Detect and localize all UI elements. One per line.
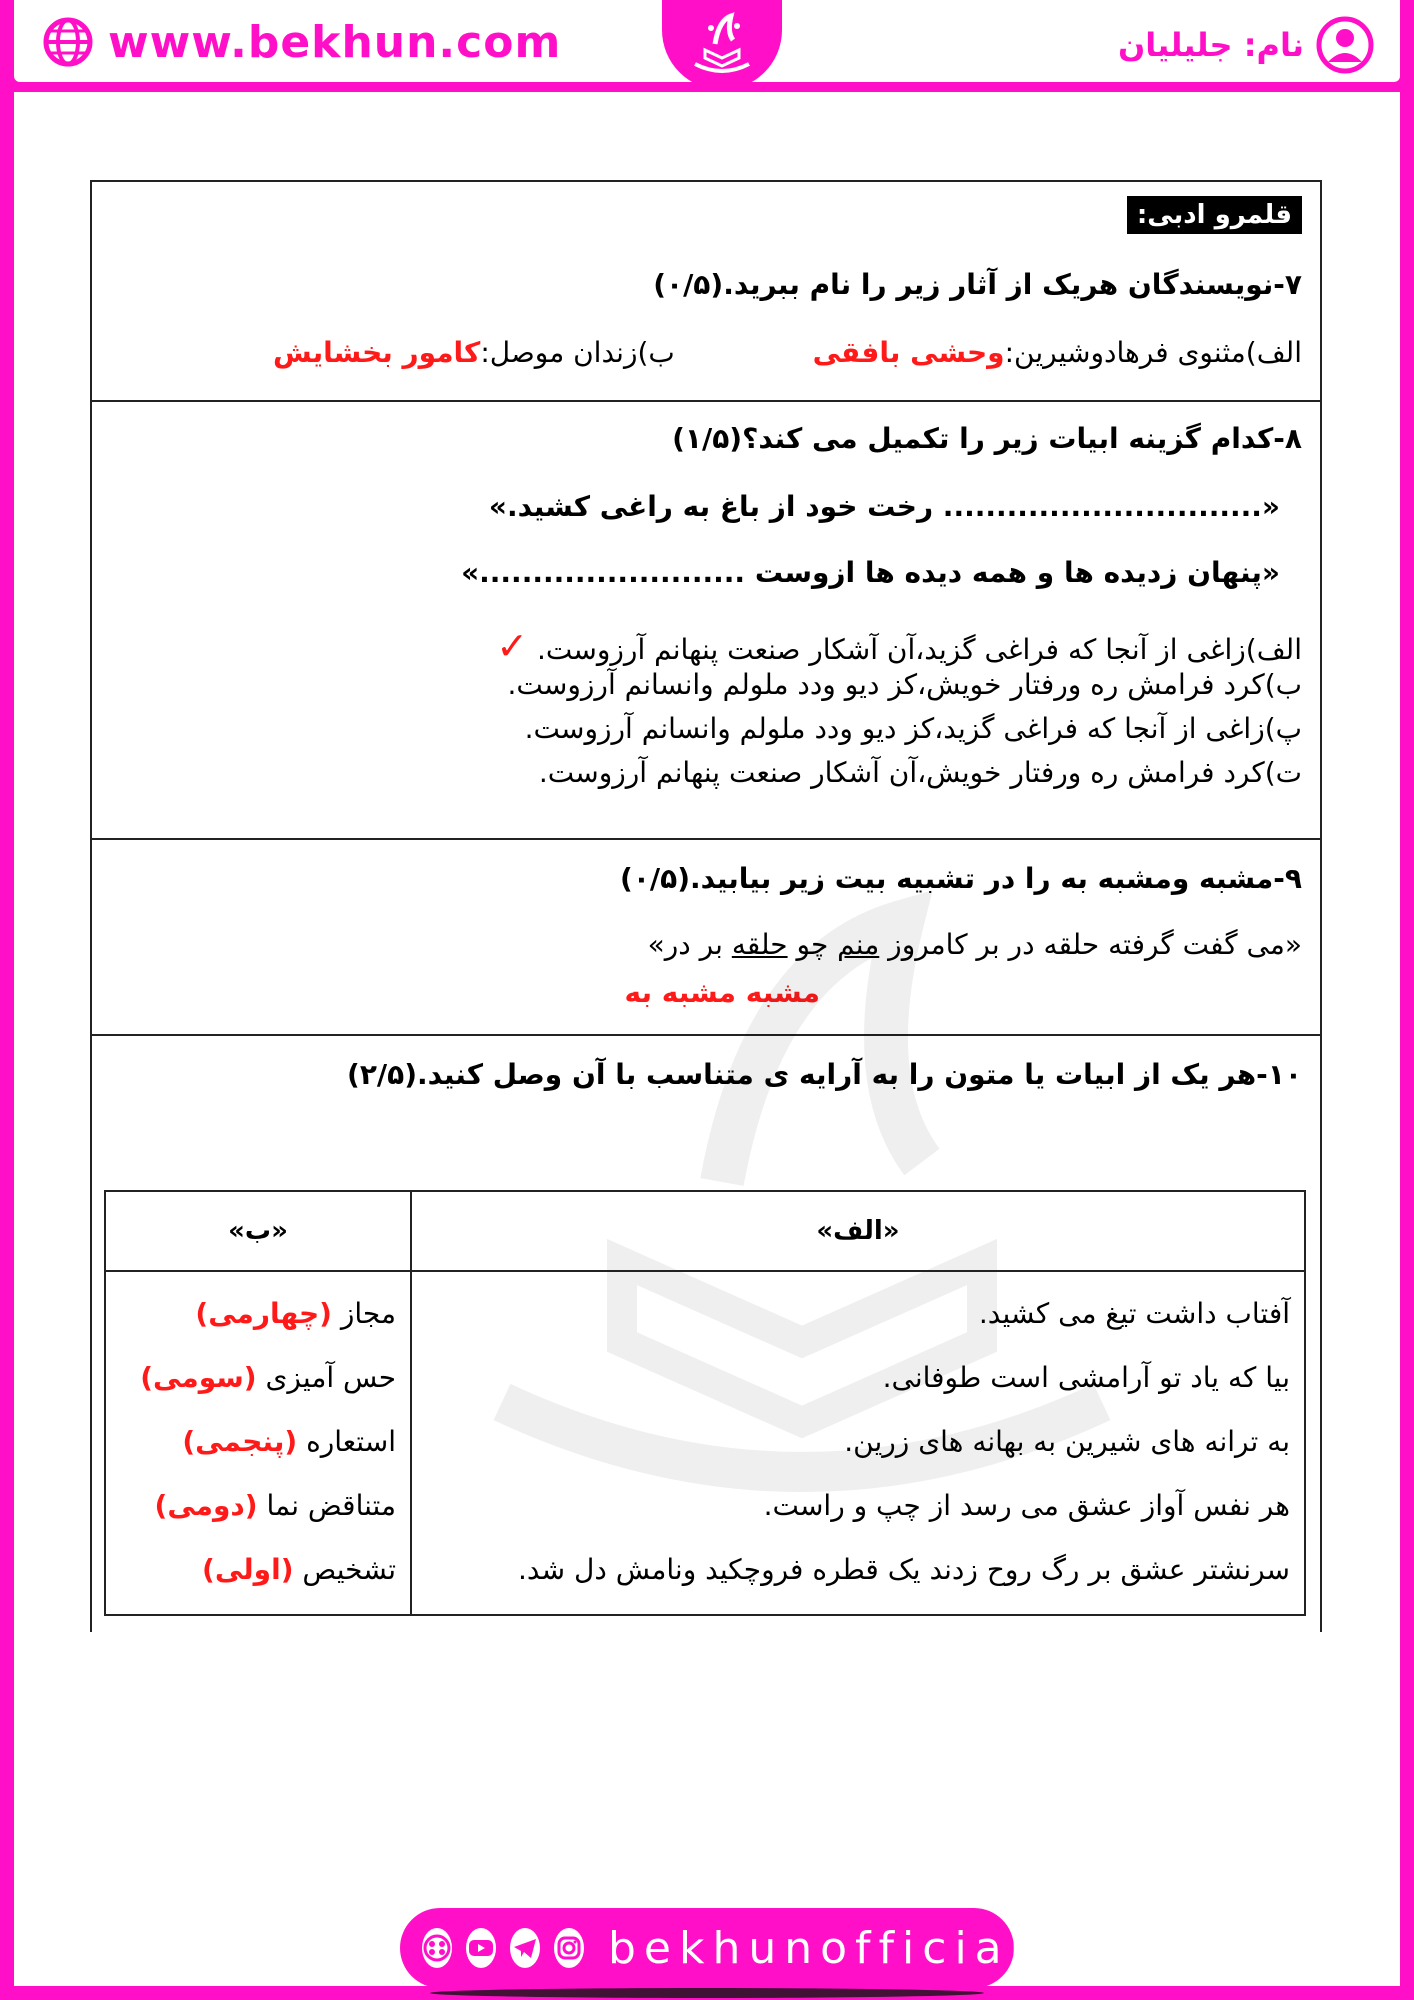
question-9-title: ۹-مشبه ومشبه به را در تشبیه بیت زیر بیابید.(۰/۵) — [620, 862, 1302, 895]
q8-option-d: ت)کرد فرامش ره ورفتار خویش،آن آشکار صنعت پنهانم آرزوست. — [538, 756, 1302, 789]
question-8-title: ۸-کدام گزینه ابیات زیر را تکمیل می کند؟(۱/۵) — [672, 422, 1302, 455]
name-label: نام: جلیلیان — [1117, 26, 1304, 64]
q8-verse-2: «پنهان زدیده ها و همه دیده ها ازوست .........................» — [461, 556, 1280, 589]
question-7-answers — [273, 336, 1302, 369]
q7-b-answer: کامور بخشایش — [272, 336, 481, 369]
column-a-item: هر نفس آواز عشق می رسد از چپ و راست. — [763, 1489, 1290, 1522]
site-url[interactable]: www.bekhun.com — [108, 16, 562, 68]
column-a-item: سرنشتر عشق بر رگ روح زدند یک قطره فروچکید ونامش دل شد. — [518, 1553, 1290, 1586]
question-7-section — [92, 182, 1320, 402]
site-link[interactable] — [42, 16, 561, 68]
device-answer: (پنجمی) — [182, 1425, 298, 1458]
footer-shadow — [430, 1988, 984, 1998]
bekhun-logo-icon — [675, 6, 769, 86]
device-term: مجاز — [340, 1297, 396, 1330]
column-a-header: «الف» — [411, 1191, 1305, 1271]
q9-verse-underlined-1: منم — [837, 928, 880, 961]
device-answer: (اولی) — [202, 1553, 294, 1586]
q8-verse-1: «.............................. رخت خود از باغ به راغی کشید.» — [488, 490, 1280, 523]
column-a-item: به ترانه های شیرین به بهانه های زرین. — [844, 1425, 1290, 1458]
section-title: قلمرو ادبی: — [1127, 196, 1302, 234]
globe-icon — [42, 16, 94, 68]
device-answer: (دومی) — [154, 1489, 258, 1522]
column-b-item — [120, 1538, 396, 1602]
column-a-item: آفتاب داشت تیغ می کشید. — [978, 1297, 1290, 1330]
device-term: حس آمیزی — [265, 1361, 396, 1394]
student-name — [1118, 16, 1374, 74]
column-b-header: «ب» — [105, 1191, 411, 1271]
youtube-icon[interactable] — [466, 1928, 496, 1968]
q8-option-b: ب)کرد فرامش ره ورفتار خویش،کز دیو ودد ملولم وانسانم آرزوست. — [507, 668, 1302, 701]
question-8-section — [92, 402, 1320, 840]
instagram-icon[interactable] — [554, 1928, 584, 1968]
q7-b-prefix: ب)زندان موصل: — [480, 336, 675, 369]
device-term: متناقض نما — [266, 1489, 396, 1522]
device-answer: (چهارمی) — [195, 1297, 332, 1330]
question-10-title: ۱۰-هر یک از ابیات یا متون را به آرایه ی متناسب با آن وصل کنید.(۲/۵) — [347, 1058, 1302, 1091]
exam-sheet — [90, 180, 1322, 1632]
checkmark-icon: ✓ — [496, 624, 529, 668]
column-a-item: بیا که یاد تو آرامشی است طوفانی. — [882, 1361, 1290, 1394]
q9-verse-part2: چو — [787, 928, 838, 961]
q8-option-a — [496, 624, 1302, 668]
aparat-icon[interactable] — [422, 1928, 452, 1968]
q8-option-a-text: الف)زاغی از آنجا که فراغی گزید،آن آشکار صنعت پنهانم آرزوست. — [537, 633, 1302, 666]
q7-a-answer: وحشی بافقی — [812, 336, 1005, 369]
matching-body-row — [105, 1271, 1305, 1615]
social-footer — [400, 1908, 1030, 1988]
q9-verse-part3: بر در» — [647, 928, 732, 961]
q9-verse-part1: «می گفت گرفته حلقه در بر کامروز — [879, 928, 1302, 961]
column-b-item — [120, 1410, 396, 1474]
user-icon — [1316, 16, 1374, 74]
q9-answer: مشبه مشبه به — [624, 976, 820, 1009]
matching-table — [104, 1190, 1306, 1616]
q9-verse-underlined-2: حلقه — [731, 928, 788, 961]
column-b-item — [120, 1282, 396, 1346]
matching-header-row — [105, 1191, 1305, 1271]
social-handle[interactable]: bekhunofficial — [608, 1922, 1030, 1974]
question-7-title: ۷-نویسندگان هریک از آثار زیر را نام ببرید.(۰/۵) — [653, 268, 1302, 301]
column-b-item — [120, 1346, 396, 1410]
q8-option-c: پ)زاغی از آنجا که فراغی گزید،کز دیو ودد ملولم وانسانم آرزوست. — [524, 712, 1302, 745]
telegram-icon[interactable] — [510, 1928, 540, 1968]
column-a-cell — [411, 1271, 1305, 1615]
device-answer: (سومی) — [140, 1361, 257, 1394]
column-b-cell — [105, 1271, 411, 1615]
device-term: تشخیص — [302, 1553, 396, 1586]
device-term: استعاره — [306, 1425, 396, 1458]
q7-a-prefix: الف)مثنوی فرهادوشیرین: — [1004, 336, 1302, 369]
column-b-item — [120, 1474, 396, 1538]
